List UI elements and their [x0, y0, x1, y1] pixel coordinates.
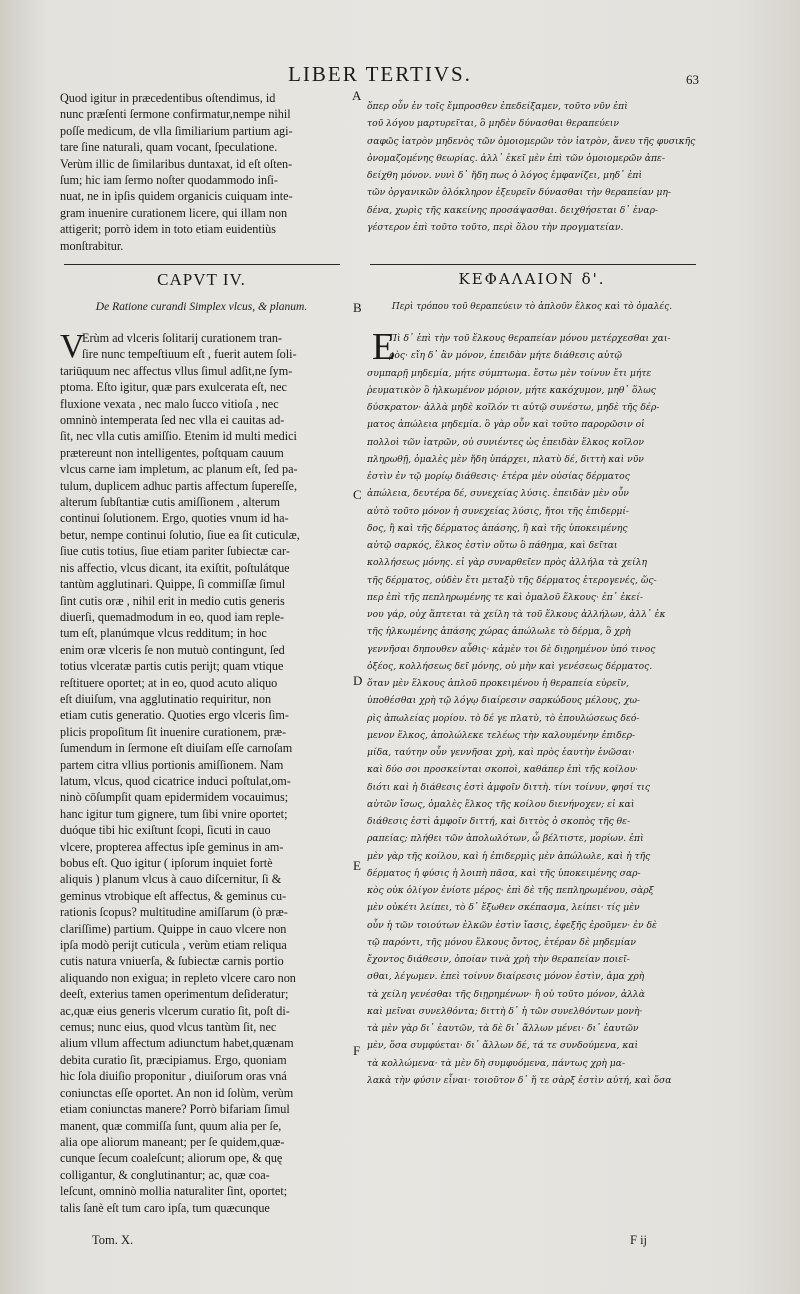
text-line: vlcere, propterea affectus ipſe geminus in am-	[60, 839, 284, 854]
text-line: διάθεσις ἐστὶ ἀμφοῖν διττή, καὶ διττὸς ὁ σκοπὸς τῆς θε-	[367, 816, 631, 827]
text-line: ſire nunc tempeſtiuum eſt , fuerit autem ſoli-	[82, 347, 297, 362]
text-line: monſtrabitur.	[60, 238, 124, 253]
text-line: σαφῶς ἰατρὸν μηδενὸς τῶν ὁμοιομερῶν τὸν ἰατρὸν, ἄνευ τῆς φυσικῆς	[367, 135, 696, 147]
text-line: δένα, χωρὶς τῆς κακείνης προσάψασθαι. δειχθήσεται δ᾽ ἐναρ-	[367, 204, 659, 216]
text-line: alium vllum affectum adiunctum habet,quænam	[60, 1036, 294, 1051]
text-line: continui ſolutionem. Ergo, quoties vnum id ha-	[60, 511, 289, 526]
text-line: cemus; nunc eius, quod vlcus tantùm ſit, nec	[60, 1020, 277, 1035]
text-line: tulum, duplicem adhuc partis affectum ſupereſſe,	[60, 478, 298, 493]
text-line: σθαι, λέγωμεν. ἐπεὶ τοίνυν διαίρεσις μόνον ἐστὶν, ἀμα χρὴ	[367, 971, 645, 983]
text-line: δείχθη μόνον. νυνὶ δ᾽ ἤδη πως ὁ λόγος ἐμφανίζει, μηδ᾽ ἐπὶ	[367, 170, 643, 181]
text-line: latum, vlcus, quod cicatrice induci poſtulat,om-	[60, 773, 291, 788]
text-line: nunc præſenti ſermone confirmatur,nempe nihil	[60, 107, 291, 122]
text-line: αὐτῷ σαρκός, ἕλκος ἐστὶν οὕτω ὃ πάθημα, καὶ δεῖται	[367, 540, 618, 551]
text-line: ἀπώλεια, δευτέρα δέ, συνεχείας λύσις. ἐπειδὰν μὲν οὖν	[367, 488, 629, 500]
chapter-heading-greek: ΚΕΦΑΛΑΙΟΝ δ'.	[458, 270, 606, 288]
text-line: τῆς ἡλκωμένης ἁπάσης χώρας ἀπώλωλε τὸ δέρμα, ὃ χρὴ	[367, 626, 631, 638]
text-line: λακὰ τὴν φύσιν εἶναι· τοιοῦτον δ᾽ ἥ τε σὰρξ ἐστὶν αὐτή, καὶ ὅσα	[367, 1074, 672, 1086]
text-line: τῷ παρόντι, τῆς μόνου ἕλκους ὄντος, ἑτέραν δὲ μηδεμίαν	[367, 936, 636, 948]
text-line: συμπαρῇ μηδεμία, μήτε σύμπτωμα. ἔστω μὲν τοίνυν ἔτι μήτε	[367, 367, 652, 379]
text-line: καὶ μεῖναι συνελθόντα; διττὴ δ᾽ ἡ τῶν συνελθόντων μονὴ·	[367, 1005, 643, 1017]
text-line: Erùm ad vlceris ſolitarij curationem tran-	[82, 331, 283, 345]
text-line: talis ſanè eſt tum caro ipſa, tum quæcunque	[60, 1200, 270, 1215]
intro-latin-paragraph	[60, 90, 343, 254]
body-latin-text	[60, 330, 343, 1216]
text-line: Quod igitur in præcedentibus oſtendimus, id	[60, 91, 276, 105]
text-line: ἐστὶν ἐν τῷ μορίῳ διάθεσις· ἑτέρα μὲν οὐσίας δέρματος	[367, 471, 630, 482]
text-line: ῥευματικὸν ὃ ἡλκωμένον μόριον, μήτε κακόχυμον, μηθ᾽ ὅλως	[367, 384, 656, 396]
text-line: nis affectio, vlcus dicant, ita exiſtit, poſtulátque	[60, 560, 290, 575]
text-line: alterum ſubſtantiæ cutis amiſſionem , alterum	[60, 495, 281, 510]
text-line: οὖν ἡ τῶν τοιούτων ἑλκῶν ἐστὶν ἴασις, ἐφεξῆς ἐροῦμεν· ἐν δὲ	[367, 919, 657, 931]
text-line: tum eſt, planúmque vlcus redditum; in hoc	[60, 626, 267, 641]
volume-signature: Tom. X.	[92, 1233, 134, 1247]
text-line: attigerit; porrò idem in toto etiam euidentiùs	[60, 222, 276, 237]
margin-letter-a: A	[352, 88, 362, 103]
text-line: cunque ſecum coaleſcunt; aliorum ope, & quę	[60, 1151, 283, 1166]
text-line: ὑποθέσθαι χρὴ τῷ λόγῳ διαίρεσιν σαρκώδους μέλους, χω-	[367, 695, 641, 707]
text-line: ſint cutis oræ , nihil erit in medio cutis generis	[60, 593, 285, 608]
text-line: ſiue cutis totius, ſiue etiam pariter ſubiectæ car-	[60, 544, 290, 559]
text-line: aliquis ) planum vlcus à cauo diſcernitur, ſi &	[60, 872, 282, 887]
text-line: ὀξέος, κολλήσεως δεῖ μόνης, οὐ μὴν καὶ γενέσεως δέρματος.	[367, 660, 653, 672]
chapter-subtitle-greek: Περὶ τρόπου τοῦ θεραπεύειν τὸ ἁπλοῦν ἕλκος καὶ τὸ ὁμαλές.	[391, 302, 673, 312]
text-line: ac,quæ eius generis vlcerum curatio ſit, poſt di-	[60, 1003, 290, 1018]
text-line: bobus eſt. Quo igitur ( ipſorum inquiet fortè	[60, 856, 273, 870]
text-line: ραπείας; πλήθει τῶν ἀπολωλότων, ὦ βέλτιστε, μορίων. ἐπὶ	[367, 833, 644, 845]
text-line: aliquando non exigua; in repleto vlcere caro non	[60, 970, 296, 985]
text-line: αὐτῶν ἴσως, ὁμαλὲς ἕλκος τῆς κοίλου διενήνοχεν; εἰ καὶ	[367, 798, 635, 810]
text-line: fluxione vexata , nec malo ſucco vitioſa , nec	[60, 396, 279, 411]
text-line: δέρματος ἡ φύσις ἡ λοιπὴ πᾶσα, καὶ τῆς ὑποκειμένης σαρ-	[367, 867, 641, 879]
text-line: ὅπερ οὖν ἐν τοῖς ἔμπροσθεν ἐπεδείξαμεν, τοῦτο νῦν ἐπὶ	[367, 101, 628, 112]
text-line: reſtituere oportet; at in eo, quod acuto aliquo	[60, 675, 278, 690]
text-line: κολλήσεως μόνης. εἰ γὰρ συναρθεῖεν πρὸς ἀλλήλα τὰ χείλη	[367, 557, 648, 569]
text-line: omninò intemperata ſed nec vlla ei cauitas ad-	[60, 413, 285, 428]
text-line: ἔχοντος διάθεσιν, ὁποίαν τινὰ χρὴ τὴν θεραπείαν ποιεῖ-	[367, 954, 630, 965]
text-line: γεννῆσαι δηπουθεν αὖθις· κἀμὲν τοι δὲ διῃρημένον ὑπό τινος	[367, 643, 656, 655]
text-line: ſum; hic iam ſermo noſter quodammodo inſi-	[60, 173, 278, 188]
text-line: νου γάρ, οὐχ ἅπτεται τὰ χείλη τὰ τοῦ ἕλκους ἀλλήλων, ἀλλ᾽ ἐκ	[367, 609, 666, 620]
text-line: diuerſi, quemadmodum in eo, quod iam reple-	[60, 609, 285, 624]
text-line: plicis propoſitum ſit inuenire curationem, præ-	[60, 724, 287, 739]
text-line: μίδα, ταύτην οὖν γεννῆσαι χρὴ, καὶ πρὸς ἑαυτὴν ἑνῶσαι·	[367, 747, 635, 758]
running-header: LIBER TERTIVS.	[288, 62, 472, 86]
text-line: δος, ἢ καὶ τῆς δέρματος ἁπάσης, ἢ καὶ τῆς ὑποκειμένης	[367, 522, 628, 534]
text-line: ματος ἀπώλεια μηδεμία. ὃ γὰρ οὖν καὶ τοῦτο παρορῶσιν οἱ	[367, 419, 645, 431]
page-number: 63	[686, 72, 699, 87]
text-line: τῶν ὀργανικῶν ὁλόκληρον ἐξευρεῖν δύνασθαι τὴν θεραπείαν μη-	[367, 187, 671, 199]
text-line: κὸς οὐκ ὀλίγον ἐνίοτε μέρος· ἐπὶ δὲ τῆς πεπληρωμένου, σὰρξ	[367, 885, 654, 896]
text-line: πολλοὶ τῶν ἰατρῶν, οὐ συνιέντες ὡς ἐπειδὰν ἕλκος κοῖλον	[367, 436, 645, 448]
text-line: μὲν, ὅσα συμφύεται· δι᾽ ἄλλων δέ, τά τε συνδούμενα, καὶ	[367, 1040, 639, 1052]
text-line: etiam coniunctas manere? Porrò bifariam ſimul	[60, 1102, 290, 1117]
text-line: hanc igitur tum gignere, tum ſibi vnire oportet;	[60, 806, 288, 821]
margin-letter-e: E	[353, 858, 361, 873]
gathering-signature: F ij	[630, 1233, 648, 1247]
text-line: colligantur, & conglutinantur; ac, quæ coa-	[60, 1167, 270, 1182]
text-line: coniunctas eſſe oportet. An non id ſolùm, verùm	[60, 1085, 294, 1100]
drop-cap-latin: V	[60, 328, 85, 365]
text-line: tariūquum nec affectus vllus ſimul adſit,ne ſym-	[60, 363, 293, 378]
text-line: μὲν γὰρ τῆς κοίλου, καὶ ἡ ἐπιδερμὶς μὲν ἀπώλωλε, καὶ ἡ τῆς	[367, 850, 651, 862]
margin-letter-c: C	[353, 487, 362, 502]
text-line: διότι καὶ ἡ διάθεσις ἐστὶ ἀμφοῖν διττὴ. τίνι τοίνυν, φησί τις	[367, 781, 651, 793]
text-line: vlcus carne iam impletum, ac planum eſt, ſed pa-	[60, 462, 298, 477]
chapter-subtitle-latin: De Ratione curandi Simplex vlcus, & planum.	[95, 301, 308, 313]
chapter-heading-latin: CAPVT IV.	[157, 270, 246, 289]
section-rule-right	[370, 264, 696, 265]
text-line: τὰ κολλώμενα· τὰ μὲν δὴ συμφυόμενα, πάντως χρὴ μα-	[367, 1057, 626, 1069]
text-line: ipſa modò perijt cuticula , verùm etiam reliqua	[60, 938, 287, 953]
text-line: clariſſime) partium. Quippe in cauo vlcere non	[60, 921, 287, 936]
text-line: μενον ἕλκος, ἀπολώλεκε τελέως τὴν καλουμένην ἐπιδερ-	[367, 729, 636, 741]
intro-greek-paragraph	[367, 98, 697, 236]
text-line: πληρωθῇ, ὁμαλὲς μὲν ἤδη ὑπάρχει, πλατὺ δέ, διττὴ καὶ νῦν	[367, 453, 644, 465]
margin-letter-b: B	[353, 300, 362, 315]
text-line: Πὶ δ᾽ ἐπὶ τὴν τοῦ ἕλκους θεραπείαν μόνου μετέρχεσθαι χαι-	[389, 333, 671, 344]
text-line: ρὸς· εἴη δ᾽ ἂν μόνον, ἐπειδὰν μήτε διάθεσις αὐτῷ	[389, 350, 622, 362]
text-line: totius vlceratæ partis cutis perijt; quam vtique	[60, 659, 284, 674]
text-line: ſit, nec vlla cutis amiſſio. Etenim id multi medici	[60, 429, 297, 444]
text-line: cutis natura vniuerſa, & ſubiectæ carnis portio	[60, 954, 284, 969]
text-line: ptoma. Eſto igitur, quæ pars exulcerata eſt, nec	[60, 380, 287, 395]
text-line: rationis ſcopus? multitudine amiſſarum (ò præ-	[60, 905, 288, 920]
text-line: αὐτὸ τοῦτο μόνον ἡ συνεχείας λύσις, ἤτοι τῆς ἐπιδερμί-	[367, 505, 630, 517]
text-line: partem citra vllius portionis amiſſionem. Nam	[60, 757, 284, 772]
text-line: ὅταν μὲν ἕλκους ἁπλοῦ προκειμένου ἡ θεραπεία εὑρεῖν,	[367, 678, 629, 689]
text-line: enim oræ vlceris ſe non mutuò contingunt, ſed	[60, 642, 285, 657]
text-line: etiam cutis generatio. Quoties ergo vlceris ſim-	[60, 708, 289, 723]
text-line: γέστερον ἐπὶ τοῦτο τοῦτο, περὶ ὅλου τὴν προγματείαν.	[367, 221, 624, 233]
text-line: ninò cōſumpſit quam epidermidem vocauimus;	[60, 790, 289, 805]
text-line: duóque tibi hic exiſtunt ſcopi, ſicuti in cauo	[60, 823, 271, 838]
body-greek-text	[367, 326, 697, 1089]
text-line: manent, quæ commiſſa ſunt, quum alia per ſe,	[60, 1118, 282, 1133]
text-line: debita curatio ſit, præcipiamus. Ergo, quoniam	[60, 1052, 287, 1067]
margin-letter-d: D	[353, 673, 363, 688]
text-line: τῆς δέρματος, οὐδὲν ἔτι μεταξὺ τῆς δέρματος ἑτερογενές, ὥς-	[367, 574, 657, 586]
text-line: geminus vtrobique eſt affectus, & geminus cu-	[60, 888, 287, 903]
text-line: eſt diuiſum, vna agglutinatio requiritur, non	[60, 691, 272, 706]
text-line: τὰ μὲν γὰρ δι᾽ ἑαυτῶν, τὰ δὲ δι᾽ ἄλλων μένει· δι᾽ ἑαυτῶν	[367, 1023, 639, 1034]
text-line: alia ope aliorum maneant; per ſe quidem,quæ-	[60, 1134, 285, 1149]
text-line: tantùm agglutinari. Quippe, ſi commiſſæ ſimul	[60, 577, 286, 592]
text-line: μὲν οὐκέτι λείπει, τὸ δ᾽ ἔξωθεν σκέπασμα, λείπει· τίς μὲν	[367, 902, 640, 914]
text-line: δύσκρατον· ἀλλὰ μηδὲ κοῖλόν τι αὐτῷ συνέστω, μηδὲ τῆς δέρ-	[367, 402, 660, 413]
text-line: hic ſola diuiſio proponitur , diuiſorum oras vná	[60, 1069, 287, 1084]
text-line: τὰ χείλη γενέσθαι τῆς διῃρημένων· ἢ οὐ τοῦτο μόνον, ἀλλὰ	[367, 988, 645, 1000]
text-line: ρὶς ἀπωλείας μορίου. τὸ δέ γε πλατὺ, τὸ ἐπουλώσεως δεό-	[367, 712, 640, 724]
section-rule-left	[64, 264, 340, 265]
text-line: betur, nempe continui ſolutio, ſiue ea ſit cuticulæ,	[60, 527, 300, 542]
text-line: καὶ δύο σοι προσκείνται σκοποὶ, καθάπερ ἐπὶ τῆς κοίλου·	[367, 764, 639, 776]
text-line: nuat, ne in ipſis quidem organicis cuiquam inte-	[60, 189, 293, 204]
text-line: ὀνομαζομένης θεωρίας. ἀλλ᾽ ἐκεῖ μὲν ἐπὶ τῶν ὁμοιομερῶν ἀπε-	[367, 152, 666, 164]
text-line: prætereunt non intelligentes, poſtquam cauum	[60, 445, 284, 460]
text-line: poſſe medicum, de vlla ſimiliarium partium agi-	[60, 123, 293, 138]
text-line: deeſt, exterius tamen operimentum deſideratur;	[60, 987, 289, 1002]
text-line: τοῦ λόγου μαρτυρεῖται, ὃ μηδὲν δύνασθαι θεραπεύειν	[367, 118, 619, 130]
text-line: Verùm illic de ſimilaribus duntaxat, id eſt oſten-	[60, 156, 293, 171]
text-line: περ ἐπὶ τῆς πεπληρωμένης τε καὶ ὁμαλοῦ ἕλκους· ἐπ᾽ ἐκεί-	[367, 591, 643, 603]
margin-letter-f: F	[353, 1043, 361, 1058]
text-line: tare ſine naturali, quam vocant, ſpeculatione.	[60, 140, 278, 155]
text-line: leſcunt, omninò mollia naturaliter ſint, oportet;	[60, 1184, 288, 1199]
text-line: gram inuenire curationem licere, qui illam non	[60, 205, 288, 220]
drop-cap-greek: Ε	[372, 326, 396, 368]
text-line: ſumendum in ſermone eſt diuiſam eſſe carnoſam	[60, 741, 293, 756]
